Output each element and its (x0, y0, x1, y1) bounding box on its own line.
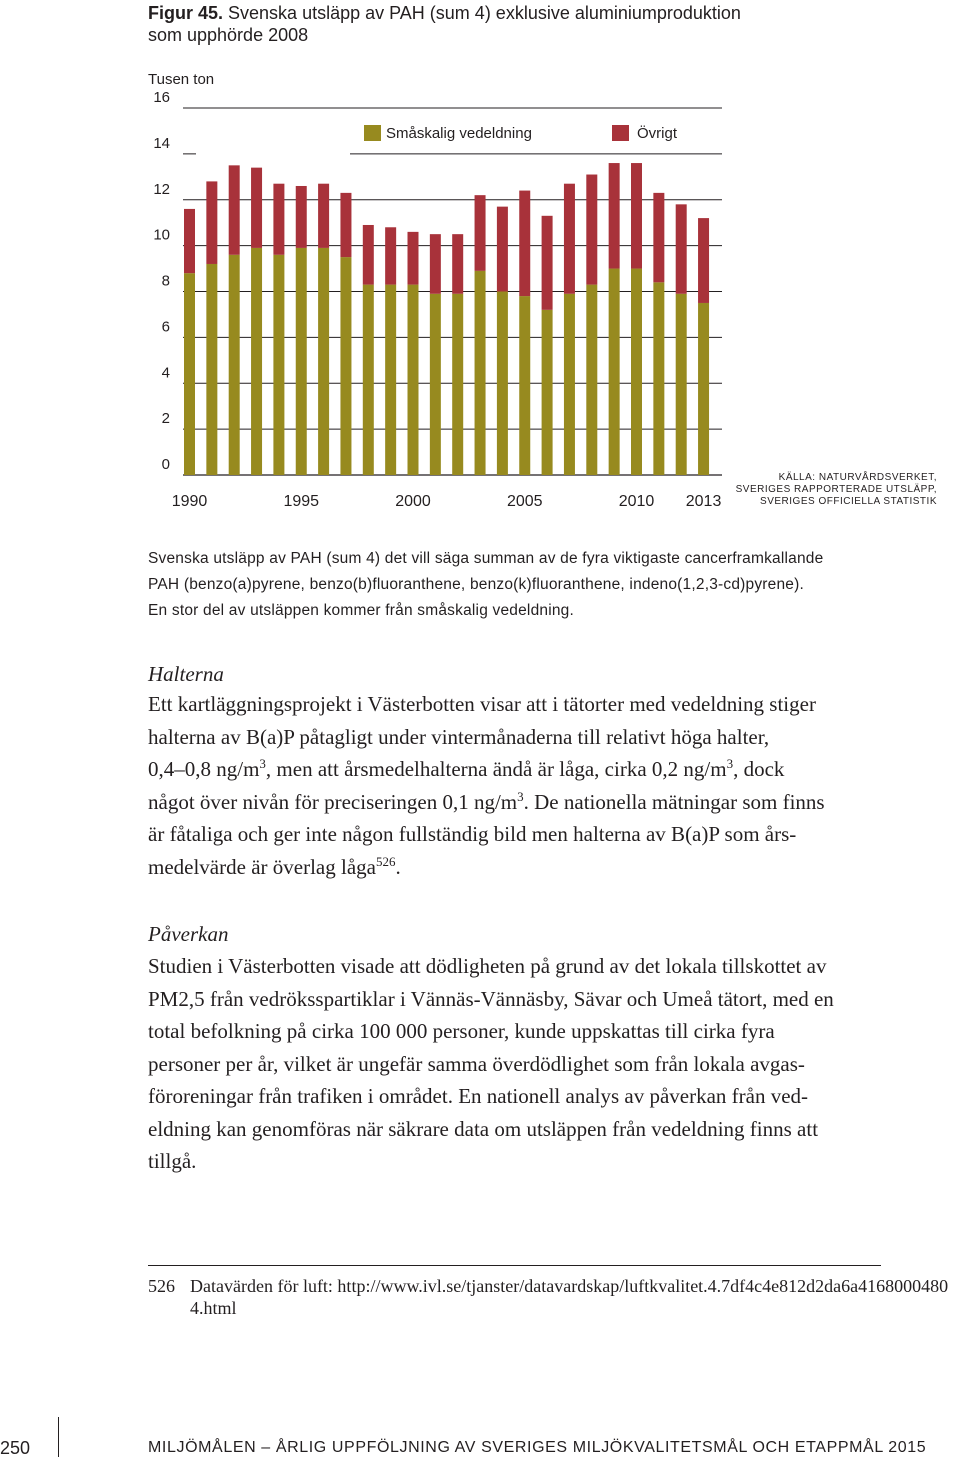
footnote-text: Datavärden för luft: http://www.ivl.se/tjanster/datavardskap/luftkvalitet.4.7df4c4e812d2da6a41680004804.html (190, 1276, 949, 1318)
bar-smaskalig-1995 (296, 248, 307, 475)
bar-ovrigt-2007 (564, 184, 575, 294)
bar-smaskalig-1994 (273, 255, 284, 475)
bar-smaskalig-2006 (542, 310, 553, 475)
bar-smaskalig-2004 (497, 292, 508, 476)
bar-smaskalig-2002 (452, 294, 463, 475)
bar-ovrigt-1991 (206, 181, 217, 264)
text-line: total befolkning på cirka 100 000 personer, kunde uppskattas till cirka fyra (148, 1019, 775, 1043)
bar-smaskalig-1991 (206, 264, 217, 475)
legend-swatch-smaskalig (364, 125, 381, 141)
footnote-number: 526 (148, 1276, 175, 1296)
bar-smaskalig-2005 (519, 296, 530, 475)
y-tick-label: 4 (161, 364, 170, 382)
x-tick-label: 2005 (506, 493, 543, 510)
bar-ovrigt-1995 (296, 186, 307, 248)
figure-title-line1: Svenska utsläpp av PAH (sum 4) exklusive aluminiumproduktion (228, 3, 741, 23)
legend (364, 124, 678, 142)
bar-smaskalig-2010 (631, 269, 642, 475)
figure-title-line2: som upphörde 2008 (148, 25, 309, 45)
bar-ovrigt-2006 (542, 216, 553, 310)
bar-smaskalig-2001 (430, 294, 441, 475)
footnote-ref: 526 (375, 853, 396, 869)
y-tick-label: 8 (161, 272, 170, 290)
bar-ovrigt-2012 (676, 204, 687, 293)
bar-smaskalig-1998 (363, 285, 374, 475)
text-line: 0,4–0,8 $ng/m^3$, men att årsmedelhalterna ändå är låga, cirka 0,2 $ng/m^3$, dock (148, 756, 785, 781)
footnote-divider (148, 1265, 881, 1266)
paragraph-halterna (148, 688, 948, 883)
bar-smaskalig-2009 (609, 269, 620, 475)
text-line: PM2,5 från vedröksspartiklar i Vännäs-Vännäsby, Sävar och Umeå tätort, med en (148, 986, 834, 1011)
x-tick-label: 1995 (283, 493, 320, 510)
bar-smaskalig-1999 (385, 285, 396, 475)
bar-ovrigt-2002 (452, 234, 463, 294)
text-line: Studien i Västerbotten visade att dödligheten på grund av det lokala tillskottet av (148, 954, 827, 978)
pah-emissions-chart (0, 0, 960, 530)
y-axis-label: Tusen ton (148, 71, 215, 88)
bar-ovrigt-2000 (408, 232, 419, 285)
x-tick-labels (172, 493, 722, 510)
bar-smaskalig-1996 (318, 248, 329, 475)
bar-smaskalig-2003 (475, 271, 486, 475)
caption-line: En stor del av utsläppen kommer från småskalig vedeldning. (148, 602, 575, 619)
x-tick-label: 2010 (618, 493, 655, 510)
text-line: eldning kan genomföras när säkrare data om utsläppen från vedeldning finns att (148, 1116, 819, 1141)
bar-ovrigt-1993 (251, 168, 262, 248)
x-tick-label: 2000 (395, 493, 431, 510)
text-line: halterna av B(a)P påtagligt under vintermånaderna till relativt höga halter, (148, 724, 770, 749)
chart-source (725, 472, 937, 508)
section-heading-halterna: Halterna (148, 662, 224, 686)
x-tick-label: 1990 (171, 493, 208, 510)
bar-ovrigt-2005 (519, 191, 530, 297)
page-number: 250 (0, 1438, 31, 1458)
source-line: KÄLLA: NATURVÅRDSVERKET, (778, 472, 937, 483)
text-line: något över nivån för preciseringen 0,1 $ng/m^3$. De nationella mätningar som finns (148, 788, 825, 814)
bar-smaskalig-2011 (653, 282, 664, 475)
bar-ovrigt-1999 (385, 227, 396, 284)
figure-caption (148, 546, 938, 624)
legend-label-smaskalig: Småskalig vedeldning (386, 125, 532, 142)
bar-smaskalig-2007 (564, 294, 575, 475)
caption-line: Svenska utsläpp av PAH (sum 4) det vill säga summan av de fyra viktigaste cancerframkallande (148, 550, 824, 567)
bar-smaskalig-1997 (340, 257, 351, 475)
section-heading-paverkan: Påverkan (148, 922, 229, 946)
y-tick-label: 12 (153, 180, 170, 198)
y-tick-label: 2 (161, 410, 170, 428)
x-tick-label: 2013 (685, 493, 722, 510)
bar-ovrigt-2009 (609, 163, 620, 269)
footer-divider (58, 1417, 59, 1457)
caption-line: PAH (benzo(a)pyrene, benzo(b)fluoranthene, benzo(k)fluoranthene, indeno(1,2,3-cd)pyrene). (148, 576, 804, 593)
y-tick-label: 14 (153, 134, 170, 152)
bar-smaskalig-1993 (251, 248, 262, 475)
text-line: personer per år, vilket är ungefär samma överdödlighet som från lokala avgas- (148, 1051, 805, 1076)
bar-ovrigt-2010 (631, 163, 642, 269)
paragraph-paverkan (148, 950, 948, 1178)
text-line: tillgå. (148, 1149, 197, 1173)
bar-ovrigt-1990 (184, 209, 195, 273)
legend-swatch-ovrigt (612, 125, 629, 141)
bar-ovrigt-1992 (229, 165, 240, 254)
y-tick-label: 16 (153, 89, 170, 106)
bar-smaskalig-2008 (586, 285, 597, 475)
text-line: föroreningar från trafiken i området. En nationell analys av påverkan från ved- (148, 1084, 809, 1108)
figure-label: Figur 45. (148, 3, 224, 23)
legend-label-ovrigt: Övrigt (637, 125, 678, 142)
bar-ovrigt-2011 (653, 193, 664, 282)
bar-smaskalig-2000 (408, 285, 419, 475)
bar-ovrigt-1997 (340, 193, 351, 257)
y-tick-label: 0 (161, 456, 170, 473)
running-footer: MILJÖMÅLEN – ÅRLIG UPPFÖLJNING AV SVERIGES MILJÖKVALITETSMÅL OCH ETAPPMÅL 2015 (148, 1439, 927, 1456)
bar-ovrigt-2004 (497, 207, 508, 292)
text-line: är fåtaliga och ger inte någon fullständig bild men halterna av B(a)P som års- (148, 822, 797, 846)
bar-smaskalig-2013 (698, 303, 709, 475)
bar-smaskalig-1990 (184, 273, 195, 475)
bar-ovrigt-1996 (318, 184, 329, 248)
bar-ovrigt-1998 (363, 225, 374, 285)
source-line: SVERIGES OFFICIELLA STATISTIK (760, 496, 937, 507)
y-tick-label: 6 (161, 318, 170, 336)
bar-ovrigt-1994 (273, 184, 284, 255)
bar-ovrigt-2003 (475, 195, 486, 271)
text-line: medelvärde är överlag låga$^{526}$. (148, 853, 401, 879)
bars (184, 163, 709, 475)
bar-smaskalig-2012 (676, 294, 687, 475)
text-line: Ett kartläggningsprojekt i Västerbotten visar att i tätorter med vedeldning stiger (148, 692, 816, 716)
bar-ovrigt-2001 (430, 234, 441, 294)
bar-ovrigt-2008 (586, 175, 597, 285)
y-tick-label: 10 (153, 226, 170, 244)
source-line: SVERIGES RAPPORTERADE UTSLÄPP, (735, 484, 937, 495)
bar-smaskalig-1992 (229, 255, 240, 475)
bar-ovrigt-2013 (698, 218, 709, 303)
